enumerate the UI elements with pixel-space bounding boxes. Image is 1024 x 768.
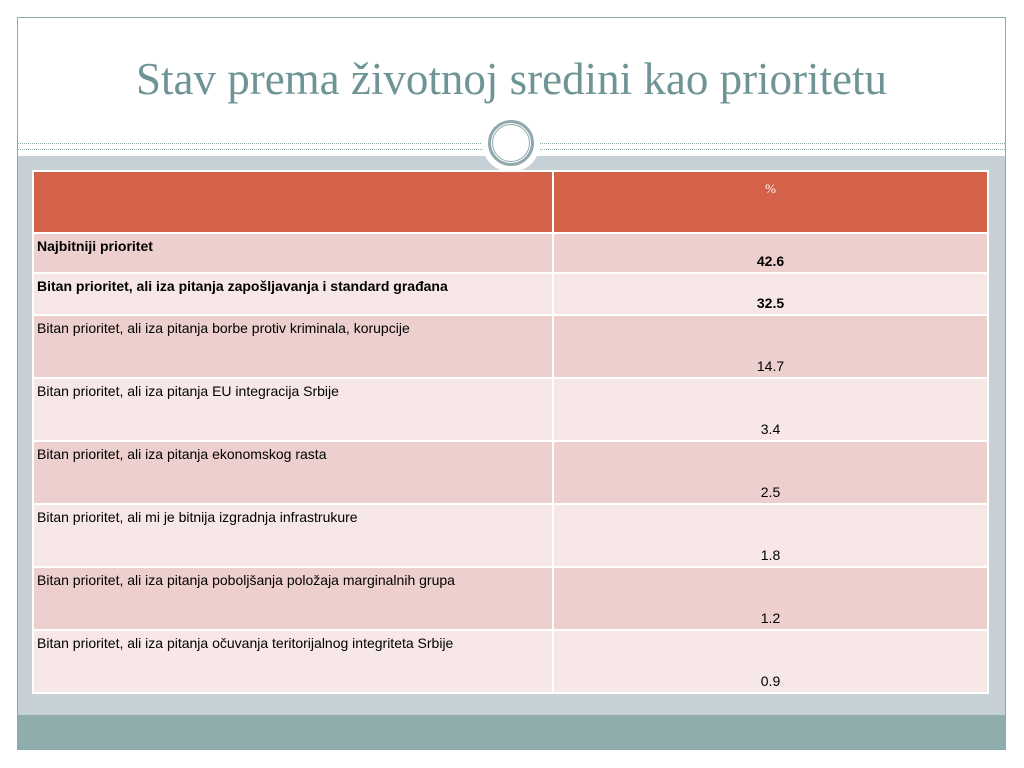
row-label: Bitan prioritet, ali iza pitanja zapošljavanja i standard građana [33, 273, 553, 315]
table-header-row [33, 171, 988, 233]
row-value: 1.8 [553, 504, 988, 567]
table-row [33, 567, 988, 630]
priority-table [32, 170, 989, 694]
row-label: Najbitniji prioritet [33, 233, 553, 273]
table-row [33, 233, 988, 273]
slide [17, 17, 1006, 750]
row-value: 42.6 [553, 233, 988, 273]
row-value: 32.5 [553, 273, 988, 315]
footer-bar [18, 715, 1005, 749]
table-row [33, 630, 988, 693]
table-row [33, 441, 988, 504]
row-value: 1.2 [553, 567, 988, 630]
row-label: Bitan prioritet, ali iza pitanja ekonomskog rasta [33, 441, 553, 504]
ring-ornament-inner [492, 124, 530, 162]
table-row [33, 504, 988, 567]
row-label: Bitan prioritet, ali mi je bitnija izgradnja infrastrukure [33, 504, 553, 567]
row-value: 14.7 [553, 315, 988, 378]
slide-title: Stav prema životnoj sredini kao prioritetu [135, 54, 888, 104]
header-label-cell [33, 171, 553, 233]
row-value: 2.5 [553, 441, 988, 504]
row-label: Bitan prioritet, ali iza pitanja EU integracija Srbije [33, 378, 553, 441]
table-row [33, 378, 988, 441]
row-label: Bitan prioritet, ali iza pitanja borbe protiv kriminala, korupcije [33, 315, 553, 378]
table-row [33, 273, 988, 315]
row-value: 3.4 [553, 378, 988, 441]
row-value: 0.9 [553, 630, 988, 693]
table-row [33, 315, 988, 378]
header-percent-cell: % [553, 171, 988, 233]
row-label: Bitan prioritet, ali iza pitanja poboljšanja položaja marginalnih grupa [33, 567, 553, 630]
row-label: Bitan prioritet, ali iza pitanja očuvanja teritorijalnog integriteta Srbije [33, 630, 553, 693]
